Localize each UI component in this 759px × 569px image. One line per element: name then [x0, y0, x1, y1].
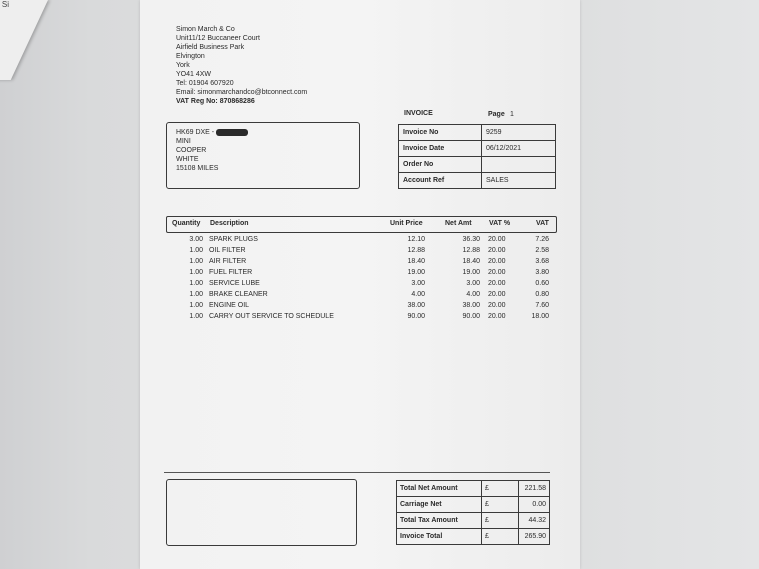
notes-box	[166, 479, 357, 546]
col-vat: VAT	[536, 220, 549, 227]
item-vat: 0.80	[535, 291, 549, 298]
vehicle-line: MINI	[176, 138, 191, 145]
total-label: Total Net Amount	[397, 481, 482, 497]
vehicle-reg	[176, 128, 248, 137]
item-unit: 18.40	[407, 258, 425, 265]
item-qty: 1.00	[189, 302, 203, 309]
vat-reg	[176, 97, 307, 106]
background-paper-right	[580, 0, 759, 569]
info-value	[482, 157, 556, 173]
vehicle-line: 15108 MILES	[176, 165, 219, 172]
item-vat: 3.80	[535, 269, 549, 276]
table-row	[399, 157, 556, 173]
info-label: Invoice No	[399, 125, 482, 141]
item-unit: 4.00	[411, 291, 425, 298]
item-qty: 1.00	[189, 291, 203, 298]
item-net: 38.00	[462, 302, 480, 309]
total-currency: £	[482, 481, 519, 497]
vehicle-line: COOPER	[176, 147, 207, 154]
address-line: Airfield Business Park	[176, 44, 245, 51]
info-label: Invoice Date	[399, 141, 482, 157]
item-desc: BRAKE CLEANER	[209, 291, 268, 298]
total-value: 44.32	[519, 513, 550, 529]
address-line: Unit11/12 Buccaneer Court	[176, 35, 260, 42]
col-quantity: Quantity	[172, 220, 201, 227]
item-vat: 7.26	[535, 236, 549, 243]
divider	[164, 472, 550, 473]
items-header	[166, 216, 557, 233]
item-row	[166, 269, 555, 280]
page-number: 1	[510, 111, 514, 118]
address-line: Elvington	[176, 53, 205, 60]
item-row	[166, 291, 555, 302]
item-unit: 38.00	[407, 302, 425, 309]
item-vat: 2.58	[535, 247, 549, 254]
col-net-amt: Net Amt	[445, 220, 472, 227]
item-vatpct: 20.00	[488, 291, 506, 298]
company-email: Email: simonmarchandco@btconnect.com	[176, 89, 308, 96]
total-currency: £	[482, 513, 519, 529]
vehicle-line: WHITE	[176, 156, 199, 163]
item-unit: 90.00	[407, 313, 425, 320]
table-row	[399, 141, 556, 157]
vehicle-reg-text: HK69 DXE -	[176, 129, 215, 136]
item-net: 3.00	[466, 280, 480, 287]
vehicle-box	[166, 122, 360, 189]
item-row	[166, 280, 555, 291]
item-qty: 1.00	[189, 313, 203, 320]
total-currency: £	[482, 497, 519, 513]
item-vatpct: 20.00	[488, 269, 506, 276]
info-value: SALES	[482, 173, 556, 189]
item-row	[166, 258, 555, 269]
item-vatpct: 20.00	[488, 302, 506, 309]
company-tel: Tel: 01904 607920	[176, 80, 234, 87]
item-qty: 1.00	[189, 247, 203, 254]
item-net: 19.00	[462, 269, 480, 276]
item-desc: OIL FILTER	[209, 247, 246, 254]
item-desc: AIR FILTER	[209, 258, 247, 265]
item-vat: 7.60	[535, 302, 549, 309]
item-vatpct: 20.00	[488, 280, 506, 287]
company-address-block	[176, 25, 307, 106]
item-unit: 12.10	[407, 236, 425, 243]
corner-text: Si	[1, 0, 10, 9]
item-qty: 1.00	[189, 258, 203, 265]
invoice-info-table	[398, 124, 556, 189]
background-paper	[0, 0, 48, 80]
item-row	[166, 236, 555, 247]
item-vatpct: 20.00	[488, 236, 506, 243]
item-net: 36.30	[462, 236, 480, 243]
item-vat: 18.00	[531, 313, 549, 320]
table-row	[399, 125, 556, 141]
item-desc: ENGINE OIL	[209, 302, 250, 309]
total-label: Invoice Total	[397, 529, 482, 545]
item-qty: 1.00	[189, 280, 203, 287]
company-name: Simon March & Co	[176, 26, 235, 33]
vat-reg-label: VAT Reg No:	[176, 98, 218, 105]
item-vatpct: 20.00	[488, 313, 506, 320]
table-row	[397, 497, 550, 513]
info-value: 9259	[482, 125, 556, 141]
table-row	[399, 173, 556, 189]
item-unit: 12.88	[407, 247, 425, 254]
col-unit-price: Unit Price	[390, 220, 423, 227]
item-qty: 3.00	[189, 236, 203, 243]
total-value: 221.58	[519, 481, 550, 497]
totals-table	[396, 480, 550, 545]
item-desc: SPARK PLUGS	[209, 236, 258, 243]
invoice-title: INVOICE	[404, 110, 433, 117]
total-value: 265.90	[519, 529, 550, 545]
table-row	[397, 513, 550, 529]
vat-reg-value: 870868286	[219, 98, 255, 105]
address-line: YO41 4XW	[176, 71, 212, 78]
item-net: 90.00	[462, 313, 480, 320]
info-label: Order No	[399, 157, 482, 173]
item-desc: CARRY OUT SERVICE TO SCHEDULE	[209, 313, 334, 320]
item-desc: SERVICE LUBE	[209, 280, 260, 287]
item-vatpct: 20.00	[488, 247, 506, 254]
item-vat: 3.68	[535, 258, 549, 265]
info-label: Account Ref	[399, 173, 482, 189]
item-row	[166, 302, 555, 313]
info-value: 06/12/2021	[482, 141, 556, 157]
total-currency: £	[482, 529, 519, 545]
col-description: Description	[210, 220, 249, 227]
redaction-mark	[216, 129, 248, 136]
item-unit: 3.00	[411, 280, 425, 287]
item-qty: 1.00	[189, 269, 203, 276]
item-net: 4.00	[466, 291, 480, 298]
item-vat: 0.60	[535, 280, 549, 287]
table-row	[397, 529, 550, 545]
total-value: 0.00	[519, 497, 550, 513]
item-unit: 19.00	[407, 269, 425, 276]
col-vat-pct: VAT %	[489, 220, 511, 227]
item-vatpct: 20.00	[488, 258, 506, 265]
item-desc: FUEL FILTER	[209, 269, 253, 276]
item-net: 12.88	[462, 247, 480, 254]
address-line: York	[176, 62, 190, 69]
item-row	[166, 247, 555, 258]
item-net: 18.40	[462, 258, 480, 265]
table-row	[397, 481, 550, 497]
total-label: Carriage Net	[397, 497, 482, 513]
item-row	[166, 313, 555, 324]
total-label: Total Tax Amount	[397, 513, 482, 529]
page-label: Page	[488, 111, 505, 118]
